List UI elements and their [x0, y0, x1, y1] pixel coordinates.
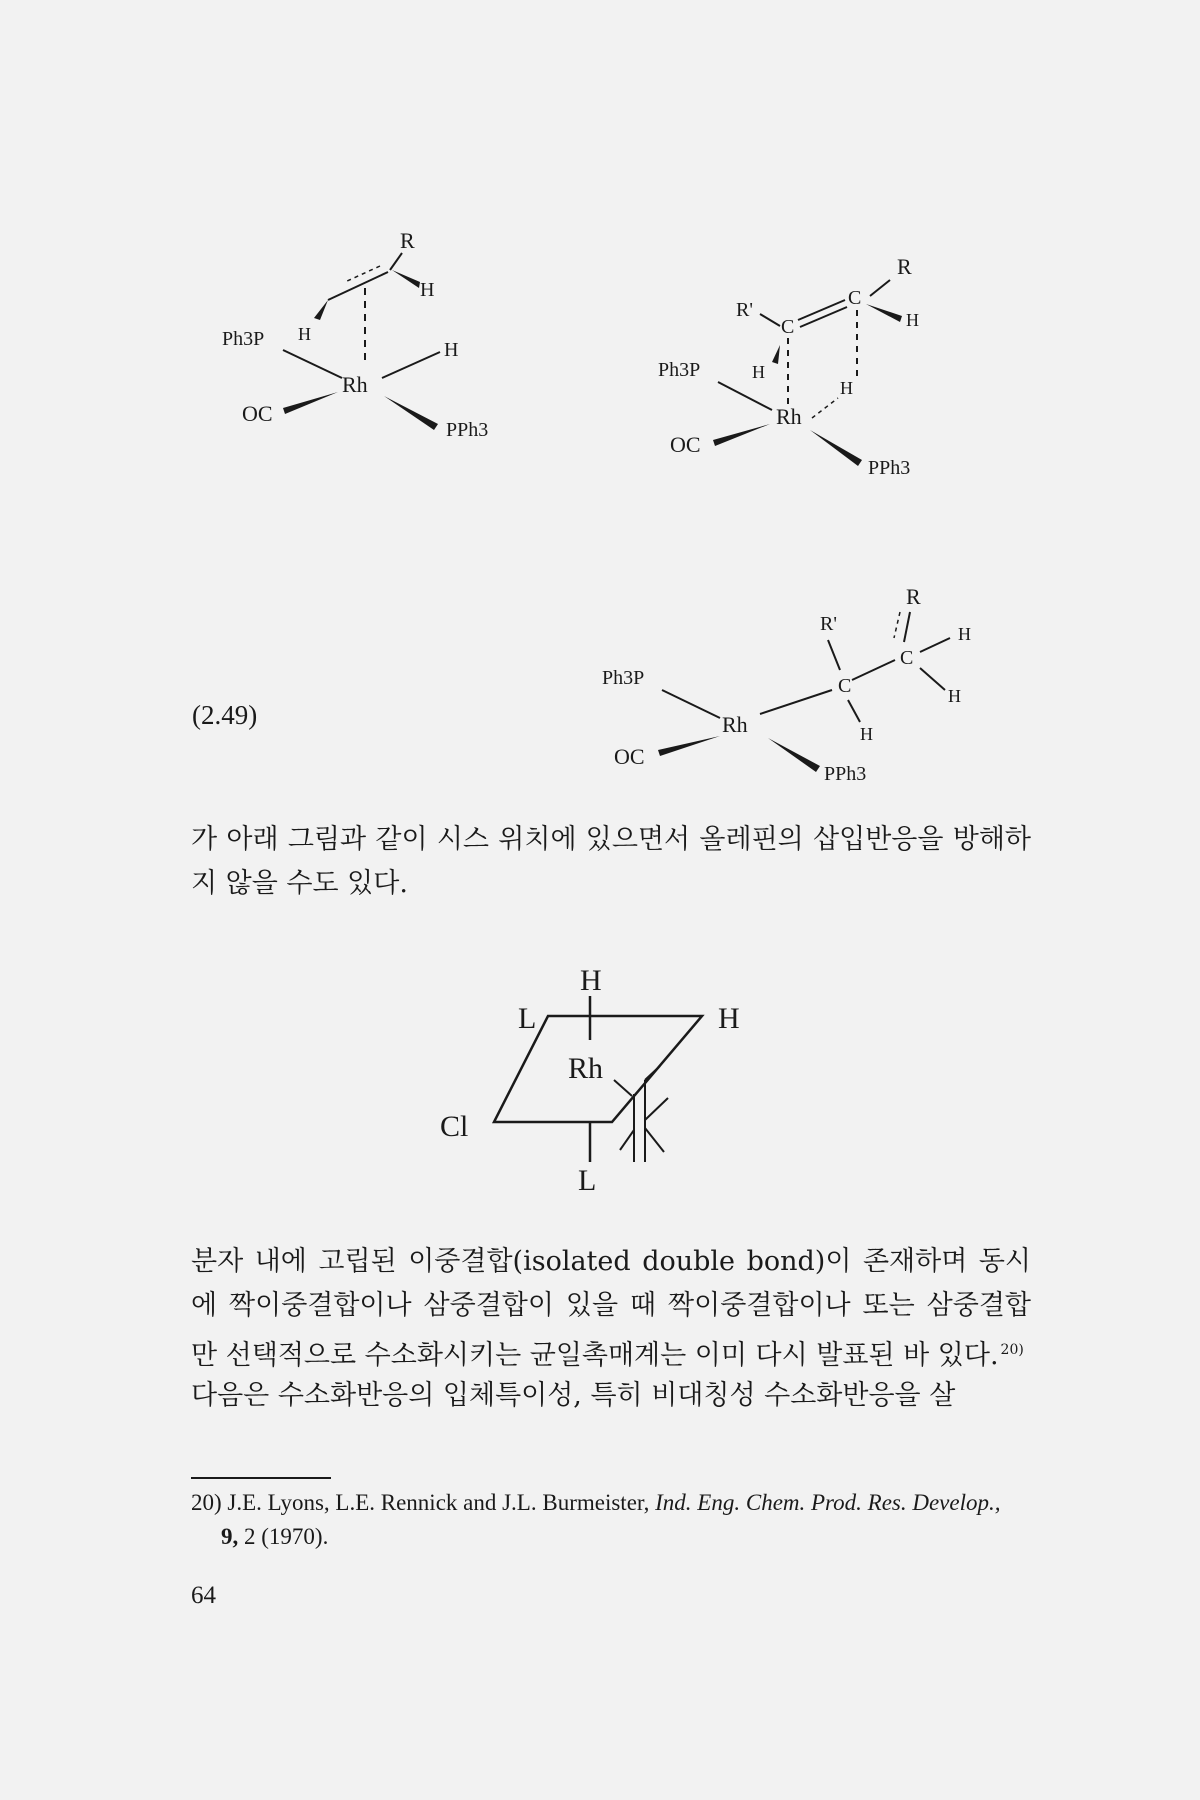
- fig-b-ph3p-label: Ph3P: [658, 359, 701, 381]
- figure-d: [440, 964, 740, 1197]
- fig-d-h-top-label: H: [580, 964, 602, 997]
- fig-b-wedge-bond: [713, 424, 770, 446]
- fig-c-c-upper-label: C: [900, 647, 914, 669]
- fig-a-h-bridge-label: H: [298, 324, 311, 344]
- fig-c-bond: [904, 612, 910, 642]
- fig-b-wedge-bond: [810, 430, 862, 466]
- fig-d-bond: [645, 1128, 664, 1152]
- fig-b-r-label: R: [897, 254, 912, 279]
- fig-c-r-label: R: [906, 584, 921, 609]
- fig-b-bond: [870, 280, 890, 296]
- fig-b-wedge-bond: [772, 345, 780, 364]
- fig-a-h-right-label: H: [444, 339, 459, 361]
- fig-d-h-right-label: H: [718, 1002, 740, 1035]
- fig-d-bond: [614, 1080, 632, 1096]
- fig-d-bond: [645, 1098, 668, 1120]
- footnote-citation: [191, 1520, 1031, 1554]
- fig-c-bond: [848, 700, 860, 722]
- equation-number: (2.49): [192, 700, 258, 730]
- fig-d-cl-label: Cl: [440, 1110, 469, 1143]
- fig-a-h-vinyl-label: H: [420, 279, 435, 301]
- fig-d-bond: [620, 1130, 634, 1150]
- fig-c-h-top-label: H: [958, 624, 971, 644]
- fig-a-wedge-bond: [314, 300, 328, 320]
- fig-c-bond: [920, 638, 950, 652]
- paragraph-stereospecificity: 다음은 수소화반응의 입체특이성, 특히 비대칭성 수소화반응을 살: [191, 1380, 956, 1411]
- fig-a-bond: [382, 352, 440, 378]
- fig-c-bond: [852, 660, 895, 680]
- fig-a-pph3-label: PPh3: [446, 419, 489, 441]
- fig-c-bond: [662, 690, 720, 718]
- fig-b-wedge-bond: [866, 304, 902, 322]
- fig-d-l-left-label: L: [518, 1002, 537, 1035]
- footnote-authors: J.E. Lyons, L.E. Rennick and J.L. Burmeister,: [227, 1490, 650, 1515]
- fig-c-wedge-bond: [658, 736, 720, 756]
- footnote-volume: 9,: [221, 1524, 239, 1549]
- fig-a-wedge-bond: [392, 270, 420, 288]
- footnote-year: (1970).: [261, 1524, 329, 1549]
- fig-b-h-vinyl-label: H: [906, 310, 919, 330]
- fig-a-bond: [390, 253, 402, 270]
- fig-b-metal-label: Rh: [776, 404, 802, 429]
- figure-c: [602, 584, 971, 785]
- figure-b: [658, 254, 919, 479]
- fig-b-bond: [718, 382, 772, 410]
- fig-c-c-lower-label: C: [838, 675, 852, 697]
- fig-c-bond: [828, 640, 840, 670]
- fig-c-h-right-label: H: [948, 686, 961, 706]
- footnote-reference: 20): [1000, 1342, 1024, 1358]
- fig-a-co-label: OC: [242, 401, 273, 426]
- fig-c-wedge-bond: [768, 738, 820, 772]
- fig-c-r-prime-label: R': [820, 613, 837, 635]
- footnote-page: 2: [244, 1524, 256, 1549]
- fig-c-metal-label: Rh: [722, 712, 748, 737]
- footnote-journal: Ind. Eng. Chem. Prod. Res. Develop.,: [655, 1490, 1001, 1515]
- fig-b-c1-label: C: [781, 316, 795, 338]
- fig-a-wedge-bond: [384, 396, 438, 430]
- fig-d-l-bottom-label: L: [578, 1164, 597, 1197]
- paragraph-selective-hydrogenation: [191, 1240, 1031, 1378]
- fig-a-double-bond-dash: [345, 266, 380, 282]
- footnote-divider: [191, 1477, 331, 1479]
- fig-a-metal-label: Rh: [342, 372, 368, 397]
- fig-b-h-metal-label: H: [840, 378, 853, 398]
- fig-c-dashed-bond: [894, 612, 900, 638]
- page-number: 64: [191, 1582, 216, 1609]
- fig-b-co-label: OC: [670, 432, 701, 457]
- fig-c-co-label: OC: [614, 744, 645, 769]
- figure-a: [222, 228, 488, 441]
- fig-a-r-label: R: [400, 228, 415, 253]
- fig-d-metal-label: Rh: [568, 1052, 604, 1085]
- fig-b-c2-label: C: [848, 287, 862, 309]
- footnote-number: 20): [191, 1490, 222, 1515]
- fig-c-pph3-label: PPh3: [824, 763, 867, 785]
- fig-b-bond: [760, 314, 780, 326]
- fig-d-bond: [645, 1066, 660, 1080]
- fig-c-bond: [920, 668, 945, 690]
- fig-c-h-bottom-label: H: [860, 724, 873, 744]
- paragraph-olefin-insertion: 가 아래 그림과 같이 시스 위치에 있으면서 올레핀의 삽입반응을 방해하지 않을 수도 있다.: [191, 824, 1031, 899]
- fig-a-wedge-bond: [283, 392, 338, 414]
- fig-c-ph3p-label: Ph3P: [602, 667, 645, 689]
- fig-b-h-bridge-label: H: [752, 362, 765, 382]
- fig-b-r-prime-label: R': [736, 299, 753, 321]
- fig-b-pph3-label: PPh3: [868, 457, 911, 479]
- fig-c-bond: [760, 690, 832, 714]
- footnote: [191, 1486, 1031, 1554]
- fig-a-bond: [283, 350, 342, 378]
- fig-a-ph3p-label: Ph3P: [222, 328, 265, 350]
- fig-b-dashed-bond: [812, 398, 838, 418]
- paragraph-text: 분자 내에 고립된 이중결합(isolated double bond)이 존재하며 동시에 짝이중결합이나 삼중결합이 있을 때 짝이중결합이나 또는 삼중결합만 선택적으로 수소화시키는 균일촉매계는 이미 다시 발표된 바 있다.: [191, 1246, 1031, 1371]
